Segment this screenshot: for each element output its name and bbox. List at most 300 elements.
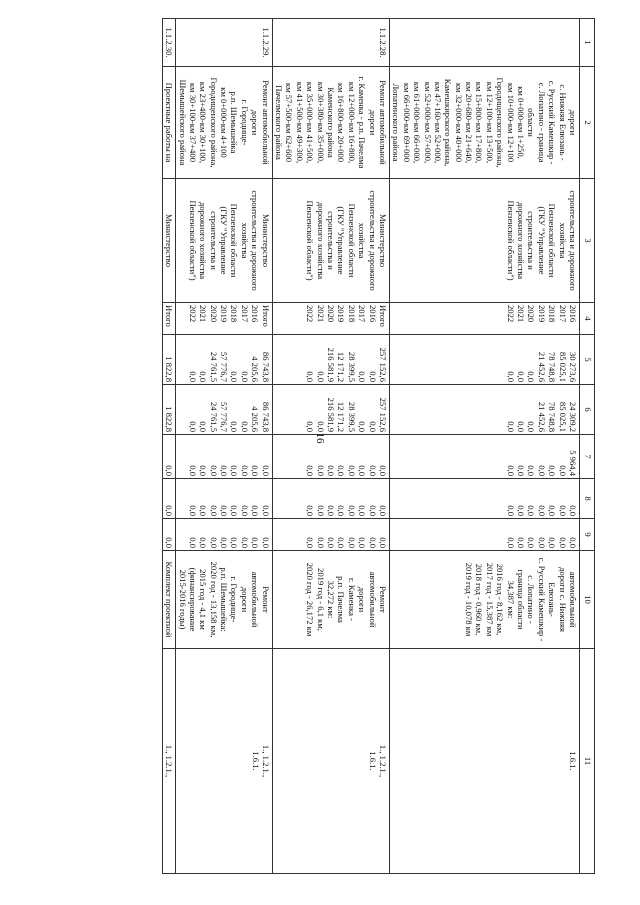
executor-line: строительства и дорожного [250, 190, 261, 291]
other-sources-line: 0,0 [315, 537, 326, 548]
local-budget-line: 0,0 [357, 505, 368, 516]
expected-result-line: р.п. Шемышейка: [219, 567, 230, 632]
object-name-line: Ремонт автомобильной [260, 80, 271, 165]
federal-budget-line: 0,0 [505, 465, 516, 476]
cell-local-budget [272, 479, 389, 519]
object-name-line: км 16+800-км 20+000 [336, 82, 347, 163]
expected-result-line: 2020 год - 13,158 км, [208, 561, 219, 638]
years-line: 2021 [198, 305, 209, 323]
years-line: Итого [377, 305, 388, 327]
cell-local-budget [162, 479, 175, 519]
other-sources-line: 0,0 [326, 537, 337, 548]
cell-other-sources [272, 519, 389, 551]
other-sources-line: 0,0 [260, 537, 271, 548]
local-budget-line: 0,0 [377, 505, 388, 516]
federal-budget-line: 0,0 [526, 465, 537, 476]
object-name-line: дороги [250, 109, 261, 136]
object-name-line: г. Каменка - р.п. Пачелма [357, 76, 368, 169]
executor-line: Пензенской области") [187, 200, 198, 281]
local-budget-line: 0,0 [526, 505, 537, 516]
other-sources-line: 0,0 [198, 537, 209, 548]
cell-executor [162, 179, 175, 303]
other-sources-line: 0,0 [547, 537, 558, 548]
total-amount-line: 257 152,6 [377, 347, 388, 382]
executor-line: Министерство [164, 214, 175, 267]
other-sources-line: 0,0 [346, 537, 357, 548]
total-amount-line: 0,0 [505, 371, 516, 382]
object-name-line: км 35+000-км 41+500, [305, 81, 316, 164]
cell-years [272, 303, 389, 335]
object-name-line: км 57+500-км 62+600 [284, 82, 295, 163]
local-budget-line: 0,0 [305, 505, 316, 516]
object-name-line: км 12+000-км 16+800, [346, 81, 357, 164]
regional-budget-line: 216 581,9 [326, 397, 337, 432]
object-name-line: Шемышейского района [177, 79, 188, 166]
object-name-line: Пачелмского района [274, 85, 285, 160]
other-sources-line: 0,0 [336, 537, 347, 548]
column-header: 5 [580, 335, 595, 385]
executor-line: Пензенской области") [305, 200, 316, 281]
cell-federal-budget [162, 435, 175, 479]
years-line: 2022 [305, 305, 316, 323]
executor-line: Министерство [377, 214, 388, 267]
federal-budget-line: 0,0 [250, 465, 261, 476]
total-amount-line: 86 743,8 [260, 351, 271, 382]
object-name-line: км 32+000-км 40+000 [453, 82, 464, 163]
cell-local-budget [389, 479, 579, 519]
federal-budget-line: 0,0 [315, 465, 326, 476]
object-name-line: Ремонт автомобильной [377, 80, 388, 165]
years-line: Итого [164, 305, 175, 327]
local-budget-line: 0,0 [326, 505, 337, 516]
federal-budget-line: 0,0 [357, 465, 368, 476]
federal-budget-line: 0,0 [305, 465, 316, 476]
total-amount-line: 0,0 [357, 371, 368, 382]
local-budget-line: 0,0 [505, 505, 516, 516]
object-name-line: с. Лопатино - граница [536, 82, 547, 163]
federal-budget-line: 0,0 [187, 465, 198, 476]
expected-result-line: автомобильной [367, 571, 378, 628]
cell-total-amount [272, 335, 389, 385]
local-budget-line: 0,0 [229, 505, 240, 516]
expected-result-line: г. Каменка - [346, 577, 357, 621]
executor-line: хозяйства [239, 222, 250, 259]
regional-budget-line: 1 822,8 [164, 406, 175, 432]
object-name-line: км 23+400-км 30+100, [198, 81, 209, 164]
local-budget-line: 0,0 [187, 505, 198, 516]
other-sources-line: 0,0 [229, 537, 240, 548]
column-header: 10 [580, 551, 595, 649]
cell-object-name [176, 67, 273, 179]
object-name-line: дороги [367, 109, 378, 136]
years-line: 2022 [187, 305, 198, 323]
cell-expected-result [162, 551, 175, 649]
other-sources-line: 0,0 [219, 537, 230, 548]
total-amount-line: 0,0 [516, 371, 527, 382]
executor-line: дорожного хозяйства [315, 201, 326, 280]
federal-budget-line: 0,0 [208, 465, 219, 476]
expected-result-line: Елюзань- [547, 582, 558, 617]
federal-budget-line: 0,0 [557, 465, 568, 476]
object-name-line: км 47+160-км 52+000, [432, 81, 443, 164]
federal-budget-line: 0,0 [367, 465, 378, 476]
executor-line: (ГКУ "Управление [336, 206, 347, 275]
cell-indicator-ref: 1., 1.2.1., [162, 649, 175, 874]
executor-line: строительства и дорожного [568, 190, 578, 291]
local-budget-line: 0,0 [336, 505, 347, 516]
cell-regional-budget [272, 385, 389, 435]
local-budget-line: 0,0 [516, 505, 527, 516]
cell-regional-budget [162, 385, 175, 435]
local-budget-line: 0,0 [367, 505, 378, 516]
total-amount-line: 30 273,6 [568, 351, 578, 382]
expected-result-line: 34,387 км: [505, 580, 516, 619]
regional-budget-line: 57 776,7 [219, 401, 230, 432]
total-amount-line: 0,0 [239, 371, 250, 382]
cell-row-id: 1.1.2.28. [272, 19, 389, 67]
regional-budget-line: 0,0 [187, 421, 198, 432]
page-number: 16 [314, 432, 326, 444]
federal-budget-line: 0,0 [198, 465, 209, 476]
object-name-line: км 61+000-км 66+000, [412, 81, 423, 164]
years-line: 2019 [336, 305, 347, 323]
federal-budget-line: 0,0 [377, 465, 388, 476]
object-name-line: км 15+800-км 17+800, [474, 81, 485, 164]
total-amount-line: 0,0 [229, 371, 240, 382]
regional-budget-line: 0,0 [239, 421, 250, 432]
object-name-line: км 41+500-км 49+300, [294, 81, 305, 164]
cell-total-amount [176, 335, 273, 385]
federal-budget-line: 0,0 [547, 465, 558, 476]
table-row [272, 19, 389, 874]
other-sources-line: 0,0 [305, 537, 316, 548]
years-line: 2016 [250, 305, 261, 323]
cell-federal-budget [389, 435, 579, 479]
executor-line: дорожного хозяйства [198, 201, 209, 280]
table-body [162, 19, 579, 874]
regional-budget-line: 28 399,5 [346, 401, 357, 432]
cell-expected-result [176, 551, 273, 649]
cell-row-id: 1.1.2.29. [176, 19, 273, 67]
cell-indicator-ref: 1., 1.2.1., 1.6.1. [176, 649, 273, 874]
other-sources-line: 0,0 [187, 537, 198, 548]
cell-object-name [162, 67, 175, 179]
cell-executor [389, 179, 579, 303]
federal-budget-line: 0,0 [326, 465, 337, 476]
cell-regional-budget [389, 385, 579, 435]
years-line: 2021 [516, 305, 527, 323]
regional-budget-line: 257 152,6 [377, 397, 388, 432]
object-name-line: Городищенского района, [208, 77, 219, 168]
years-line: Итого [260, 305, 271, 327]
expected-result-line: 2016 год - 8,162 км, [495, 563, 506, 636]
total-amount-line: 0,0 [526, 371, 537, 382]
regional-budget-line: 0,0 [198, 421, 209, 432]
total-amount-line: 1 822,8 [164, 356, 175, 382]
regional-budget-line: 0,0 [315, 421, 326, 432]
cell-regional-budget [176, 385, 273, 435]
total-amount-line: 21 452,6 [536, 351, 547, 382]
years-line: 2021 [315, 305, 326, 323]
cell-indicator-ref: 1., 1.2.1., 1.6.1. [272, 649, 389, 874]
local-budget-line: 0,0 [557, 505, 568, 516]
executor-line: (ГКУ "Управление [219, 206, 230, 275]
object-name-line: Проектные работы на [164, 82, 175, 163]
executor-line: Пензенской области") [505, 200, 516, 281]
cell-expected-result [272, 551, 389, 649]
column-header: 1 [580, 19, 595, 67]
federal-budget-line: 0,0 [260, 465, 271, 476]
executor-line: Пензенской области [229, 203, 240, 278]
regional-budget-line: 78 748,8 [547, 401, 558, 432]
cell-federal-budget [272, 435, 389, 479]
expected-result-line: 2019 год - 6,1 км, [315, 568, 326, 631]
expected-result-line: 2018 год - 0,960 км, [474, 563, 485, 636]
executor-line: дорожного хозяйства [516, 201, 527, 280]
cell-other-sources [176, 519, 273, 551]
object-name-line: км 52+000-км 57+000, [422, 81, 433, 164]
other-sources-line: 0,0 [557, 537, 568, 548]
table-row [389, 19, 579, 874]
expected-result-line: г. Городище- [229, 576, 240, 623]
years-line: 2017 [239, 305, 250, 323]
cell-executor [272, 179, 389, 303]
object-name-line: км 0+000-км 4+100 [219, 87, 230, 158]
expected-result-line: граница области [516, 569, 527, 630]
object-name-line: км 66+000-км 69+000 [401, 82, 412, 163]
total-amount-line: 0,0 [198, 371, 209, 382]
regional-budget-line: 12 171,2 [336, 401, 347, 432]
expected-result-line: автомобильной [250, 571, 261, 628]
expected-result-line: 32,272 км: [326, 580, 337, 619]
cell-expected-result [389, 551, 579, 649]
years-line: 2016 [568, 305, 578, 323]
local-budget-line: 0,0 [568, 505, 578, 516]
expected-result-line: дороги [239, 586, 250, 613]
local-budget-line: 0,0 [315, 505, 326, 516]
header-row [580, 19, 595, 874]
other-sources-line: 0,0 [526, 537, 537, 548]
years-line: 2018 [547, 305, 558, 323]
federal-budget-line: 0,0 [336, 465, 347, 476]
expected-result-line: 2015-2016 годы) [177, 569, 188, 630]
program-table [162, 18, 595, 874]
executor-line: строительства и [208, 211, 219, 270]
cell-total-amount [162, 335, 175, 385]
object-name-line: дороги [568, 109, 578, 136]
cell-federal-budget [176, 435, 273, 479]
executor-line: Министерство [260, 214, 271, 267]
other-sources-line: 0,0 [505, 537, 516, 548]
column-header: 4 [580, 303, 595, 335]
executor-line: хозяйства [557, 222, 568, 259]
years-line: 2022 [505, 305, 516, 323]
object-name-line: км 12+100-км 13+500, [484, 81, 495, 164]
total-amount-line: 12 171,2 [336, 351, 347, 382]
expected-result-line: с. Лопатино - [526, 575, 537, 624]
object-name-line: Каменского района [326, 87, 337, 158]
column-header: 8 [580, 479, 595, 519]
executor-line: Пензенской области [547, 203, 558, 278]
years-line: 2020 [326, 305, 337, 323]
other-sources-line: 0,0 [208, 537, 219, 548]
total-amount-line: 0,0 [305, 371, 316, 382]
object-name-line: Камешкирского района, [443, 78, 454, 167]
years-line: 2017 [357, 305, 368, 323]
other-sources-line: 0,0 [568, 537, 578, 548]
federal-budget-line: 5 964,4 [568, 450, 578, 476]
executor-line: хозяйства [357, 222, 368, 259]
local-budget-line: 0,0 [208, 505, 219, 516]
other-sources-line: 0,0 [536, 537, 547, 548]
regional-budget-line: 0,0 [367, 421, 378, 432]
regional-budget-line: 24 761,5 [208, 401, 219, 432]
total-amount-line: 216 581,9 [326, 347, 337, 382]
other-sources-line: 0,0 [250, 537, 261, 548]
executor-line: Пензенской области [346, 203, 357, 278]
local-budget-line: 0,0 [198, 505, 209, 516]
object-name-line: Лопатинского района [391, 83, 402, 162]
object-name-line: области [526, 108, 537, 137]
federal-budget-line: 0,0 [536, 465, 547, 476]
cell-row-id [389, 19, 579, 67]
regional-budget-line: 0,0 [305, 421, 316, 432]
object-name-line: км 30+380-км 35+000, [315, 81, 326, 164]
federal-budget-line: 0,0 [346, 465, 357, 476]
other-sources-line: 0,0 [357, 537, 368, 548]
expected-result-line: (финансирование [187, 567, 198, 632]
regional-budget-line: 86 743,8 [260, 401, 271, 432]
column-header: 3 [580, 179, 595, 303]
federal-budget-line: 0,0 [516, 465, 527, 476]
cell-other-sources [162, 519, 175, 551]
expected-result-line: р.п. Пачелма [336, 576, 347, 623]
regional-budget-line: 85 025,1 [557, 401, 568, 432]
cell-total-amount [389, 335, 579, 385]
regional-budget-line: 24 309,2 [568, 401, 578, 432]
table-row [162, 19, 175, 874]
cell-years [176, 303, 273, 335]
object-name-line: км 30+100-км 37+400 [187, 82, 198, 163]
federal-budget-line: 0,0 [229, 465, 240, 476]
cell-other-sources [389, 519, 579, 551]
federal-budget-line: 0,0 [164, 465, 175, 476]
executor-line: строительства и [326, 211, 337, 270]
federal-budget-line: 0,0 [239, 465, 250, 476]
cell-row-id: 1.1.2.30. [162, 19, 175, 67]
object-name-line: км 0+000-км 1+250, [516, 86, 527, 159]
total-amount-line: 0,0 [187, 371, 198, 382]
regional-budget-line: 0,0 [229, 421, 240, 432]
rotated-table-wrapper [60, 18, 595, 873]
years-line: 2016 [367, 305, 378, 323]
regional-budget-line: 0,0 [505, 421, 516, 432]
table-row [176, 19, 273, 874]
total-amount-line: 57 776,7 [219, 351, 230, 382]
column-header: 7 [580, 435, 595, 479]
expected-result-line: 2020 год - 26,172 км [305, 562, 316, 637]
total-amount-line: 24 761,5 [208, 351, 219, 382]
local-budget-line: 0,0 [536, 505, 547, 516]
total-amount-line: 4 205,6 [250, 356, 261, 382]
expected-result-line: Ремонт [377, 586, 388, 613]
other-sources-line: 0,0 [377, 537, 388, 548]
years-line: 2018 [229, 305, 240, 323]
expected-result-line: 2015 год - 4,1 км [198, 569, 209, 630]
object-name-line: Городищенского района, [495, 77, 506, 168]
object-name-line: с. Русский Камешкир - [547, 80, 558, 165]
cell-executor [176, 179, 273, 303]
total-amount-line: 78 748,8 [547, 351, 558, 382]
expected-result-line: 2019 год - 10,078 км [464, 562, 475, 637]
object-name-line: км 10+000-км 12+100 [505, 82, 516, 163]
cell-years [389, 303, 579, 335]
cell-local-budget [176, 479, 273, 519]
object-name-line: км 20+680-км 21+640, [464, 81, 475, 164]
years-line: 2019 [219, 305, 230, 323]
expected-result-line: 2017 год - 15,387 км [484, 562, 495, 637]
executor-line: строительства и [526, 211, 537, 270]
expected-result-line: с. Русский Камешкир - [536, 557, 547, 642]
regional-budget-line: 0,0 [516, 421, 527, 432]
object-name-line: г. Городище- [239, 99, 250, 146]
total-amount-line: 28 399,5 [346, 351, 357, 382]
cell-object-name [272, 67, 389, 179]
years-line: 2017 [557, 305, 568, 323]
expected-result-line: Ремонт [260, 586, 271, 613]
object-name-line: р.п. Шемышейка [229, 91, 240, 154]
executor-line: (ГКУ "Управление [536, 206, 547, 275]
regional-budget-line: 0,0 [526, 421, 537, 432]
other-sources-line: 0,0 [516, 537, 527, 548]
executor-line: строительства и дорожного [367, 190, 378, 291]
years-line: 2020 [208, 305, 219, 323]
cell-years [162, 303, 175, 335]
column-header: 6 [580, 385, 595, 435]
years-line: 2019 [536, 305, 547, 323]
local-budget-line: 0,0 [219, 505, 230, 516]
years-line: 2018 [346, 305, 357, 323]
other-sources-line: 0,0 [164, 537, 175, 548]
local-budget-line: 0,0 [260, 505, 271, 516]
column-header: 2 [580, 67, 595, 179]
total-amount-line: 85 025,1 [557, 351, 568, 382]
regional-budget-line: 21 452,6 [536, 401, 547, 432]
other-sources-line: 0,0 [367, 537, 378, 548]
years-line: 2020 [526, 305, 537, 323]
total-amount-line: 0,0 [315, 371, 326, 382]
expected-result-line: дороги с. Нижняя [557, 567, 568, 632]
local-budget-line: 0,0 [346, 505, 357, 516]
regional-budget-line: 0,0 [357, 421, 368, 432]
expected-result-line: автомобильной [568, 571, 578, 628]
column-header: 9 [580, 519, 595, 551]
expected-result-line: дороги [357, 586, 368, 613]
total-amount-line: 0,0 [367, 371, 378, 382]
local-budget-line: 0,0 [250, 505, 261, 516]
local-budget-line: 0,0 [164, 505, 175, 516]
regional-budget-line: 4 205,6 [250, 406, 261, 432]
object-name-line: с. Нижняя Елюзань - [557, 84, 568, 161]
column-header: 11 [580, 649, 595, 874]
cell-indicator-ref: 1.6.1. [389, 649, 579, 874]
expected-result-line: Комплект проектной [164, 561, 175, 638]
local-budget-line: 0,0 [547, 505, 558, 516]
federal-budget-line: 0,0 [219, 465, 230, 476]
other-sources-line: 0,0 [239, 537, 250, 548]
cell-object-name [389, 67, 579, 179]
local-budget-line: 0,0 [239, 505, 250, 516]
